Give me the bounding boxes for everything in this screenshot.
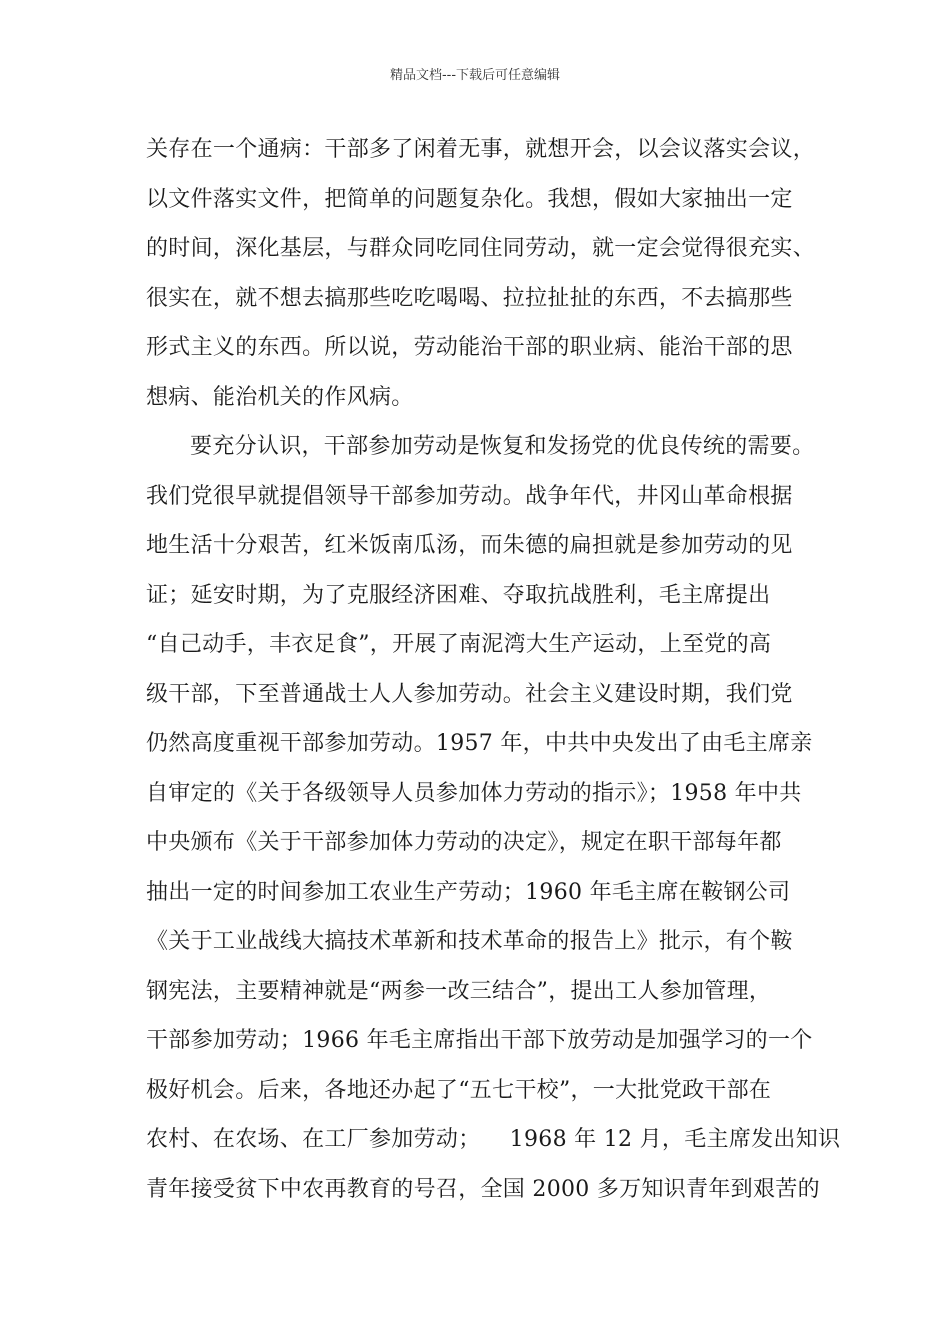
text-line: 级干部，下至普通战士人人参加劳动。社会主义建设时期，我们党: [146, 681, 793, 707]
text-line: 抽出一定的时间参加工农业生产劳动；1960 年毛主席在鞍钢公司: [146, 879, 791, 905]
text-line: 干部参加劳动；1966 年毛主席指出干部下放劳动是加强学习的一个: [146, 1028, 813, 1053]
page-header: 精品文档---下载后可任意编辑: [389, 68, 561, 83]
text-line: 的时间，深化基层，与群众同吃同住同劳动，就一定会觉得很充实、: [146, 236, 816, 261]
paragraph-first-line: 要充分认识，干部参加劳动是恢复和发扬党的优良传统的需要。: [190, 434, 815, 459]
document-body: [146, 125, 841, 1214]
text-line: 我们党很早就提倡领导干部参加劳动。战争年代，井冈山革命根据: [146, 483, 793, 509]
text-line: 地生活十分艰苦，红米饭南瓜汤，而朱德的扁担就是参加劳动的见: [146, 533, 793, 558]
text-line: 极好机会。后来，各地还办起了“五七干校”，一大批党政干部在: [146, 1077, 772, 1103]
text-line: 以文件落实文件，把简单的问题复杂化。我想，假如大家抽出一定: [146, 186, 793, 212]
text-line: 很实在，就不想去搞那些吃吃喝喝、拉拉扯扯的东西，不去搞那些: [146, 285, 793, 311]
text-line: 青年接受贫下中农再教育的号召，全国 2000 多万知识青年到艰苦的: [146, 1176, 820, 1202]
text-line: 钢宪法，主要精神就是“两参一改三结合”，提出工人参加管理，: [146, 978, 772, 1004]
text-line: 关存在一个通病：干部多了闲着无事，就想开会，以会议落实会议，: [146, 137, 816, 162]
text-line: 想病、能治机关的作风病。: [146, 384, 414, 410]
text-line: 证；延安时期，为了克服经济困难、夺取抗战胜利，毛主席提出: [146, 582, 771, 608]
text-line: 中央颁布《关于干部参加体力劳动的决定》，规定在职干部每年都: [146, 830, 782, 855]
text-line: 仍然高度重视干部参加劳动。1957 年，中共中央发出了由毛主席亲: [146, 731, 813, 756]
text-line: 自审定的《关于各级领导人员参加体力劳动的指示》；1958 年中共: [146, 780, 802, 806]
text-line: 农村、在农场、在工厂参加劳动； 1968 年 12 月，毛主席发出知识: [146, 1127, 841, 1152]
text-line: 形式主义的东西。所以说，劳动能治干部的职业病、能治干部的思: [146, 335, 793, 360]
text-line: “自己动手，丰衣足食”，开展了南泥湾大生产运动，上至党的高: [146, 632, 772, 657]
text-line: 《关于工业战线大搞技术革新和技术革命的报告上》批示，有个鞍: [146, 929, 793, 954]
